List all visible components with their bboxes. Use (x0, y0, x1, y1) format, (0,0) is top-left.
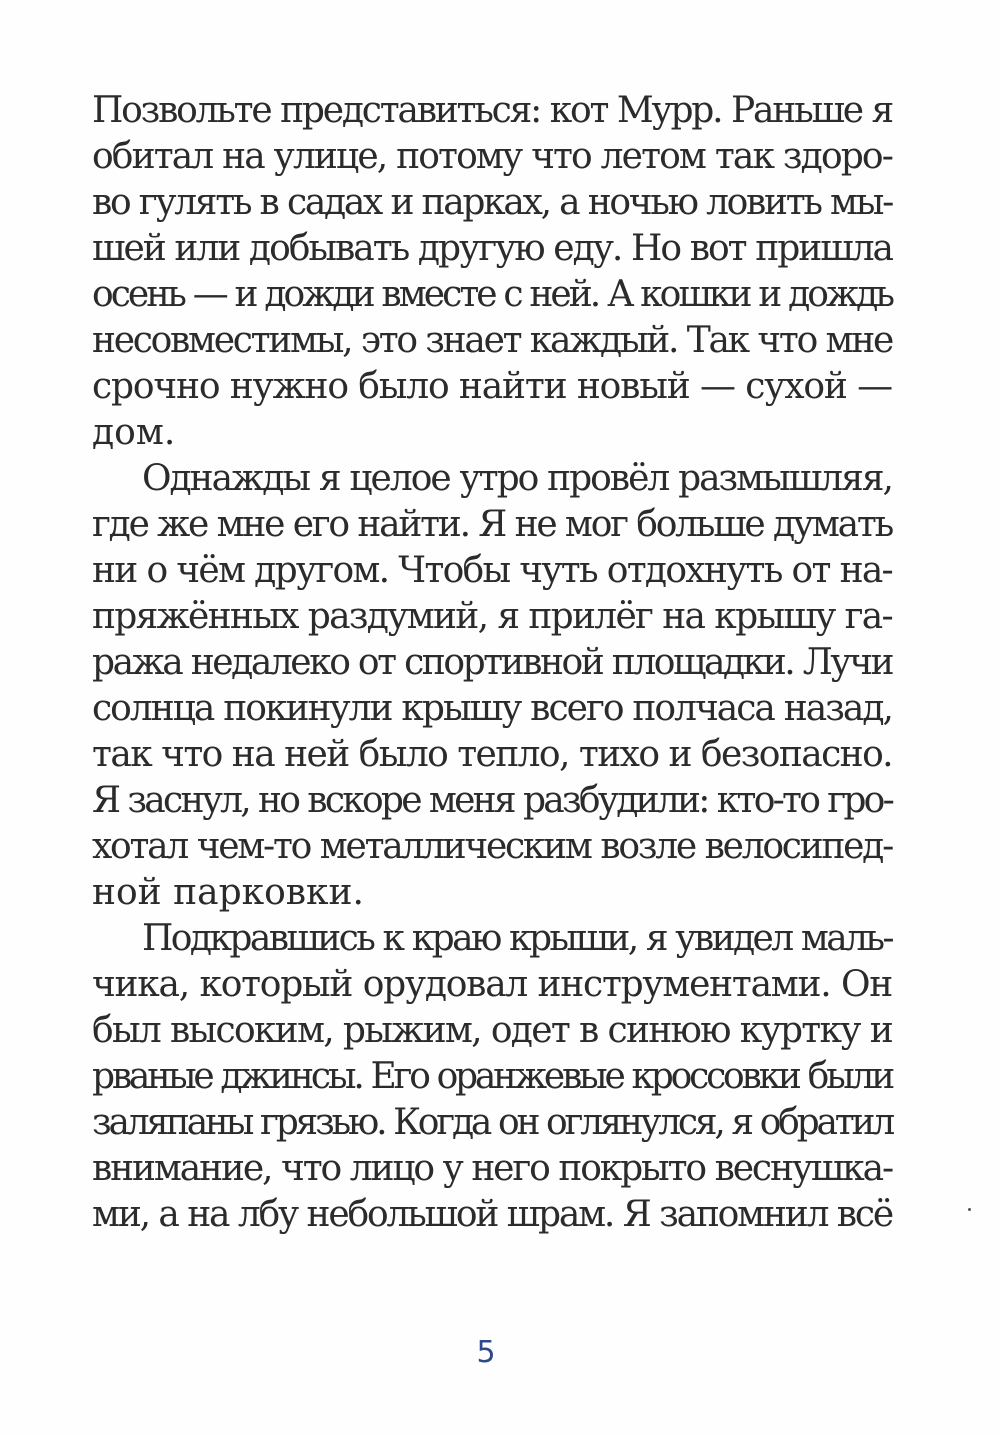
text-line: так что на ней было тепло, тихо и безопасно. (92, 734, 892, 775)
body-text (92, 88, 892, 1238)
text-line: чика, который орудовал инструментами. Он (92, 964, 892, 1005)
text-line: пряжённых раздумий, я прилёг на крышу га- (92, 596, 892, 637)
text-line: шей или добывать другую еду. Но вот пришла (92, 228, 892, 269)
paragraph-2 (92, 456, 892, 916)
text-line: Позвольте представиться: кот Мурр. Раньше я (92, 90, 892, 131)
page-number: 5 (476, 1335, 496, 1370)
text-line: ни о чём другом. Чтобы чуть отдохнуть от на- (92, 550, 892, 591)
text-line: несовместимы, это знает каждый. Так что мне (92, 320, 892, 361)
print-speck (968, 1208, 971, 1211)
text-line: во гулять в садах и парках, а ночью ловить мы- (92, 182, 892, 223)
text-line: дом. (92, 412, 176, 453)
text-line: внимание, что лицо у него покрыто веснушка- (92, 1148, 892, 1189)
text-line: осень — и дожди вместе с ней. А кошки и дождь (92, 274, 892, 315)
text-line: где же мне его найти. Я не мог больше думать (92, 504, 892, 545)
text-line: Я заснул, но вскоре меня разбудили: кто-то гро- (92, 780, 892, 821)
paragraph-3 (92, 916, 892, 1238)
text-line: был высоким, рыжим, одет в синюю куртку и (92, 1010, 892, 1051)
text-line: ми, а на лбу небольшой шрам. Я запомнил всё (92, 1194, 892, 1235)
text-line: Подкравшись к краю крыши, я увидел маль- (142, 918, 892, 959)
paragraph-1 (92, 88, 892, 456)
text-line: рваные джинсы. Его оранжевые кроссовки были (92, 1056, 892, 1097)
text-line: солнца покинули крышу всего полчаса назад, (92, 688, 892, 729)
text-line: ной парковки. (92, 872, 364, 913)
text-line: Однажды я целое утро провёл размышляя, (142, 458, 892, 499)
text-line: заляпаны грязью. Когда он оглянулся, я обратил (92, 1102, 892, 1143)
text-line: хотал чем-то металлическим возле велосипед- (92, 826, 892, 867)
text-line: обитал на улице, потому что летом так здоро- (92, 136, 892, 177)
text-line: ража недалеко от спортивной площадки. Лучи (92, 642, 892, 683)
text-line: срочно нужно было найти новый — сухой — (92, 366, 892, 407)
